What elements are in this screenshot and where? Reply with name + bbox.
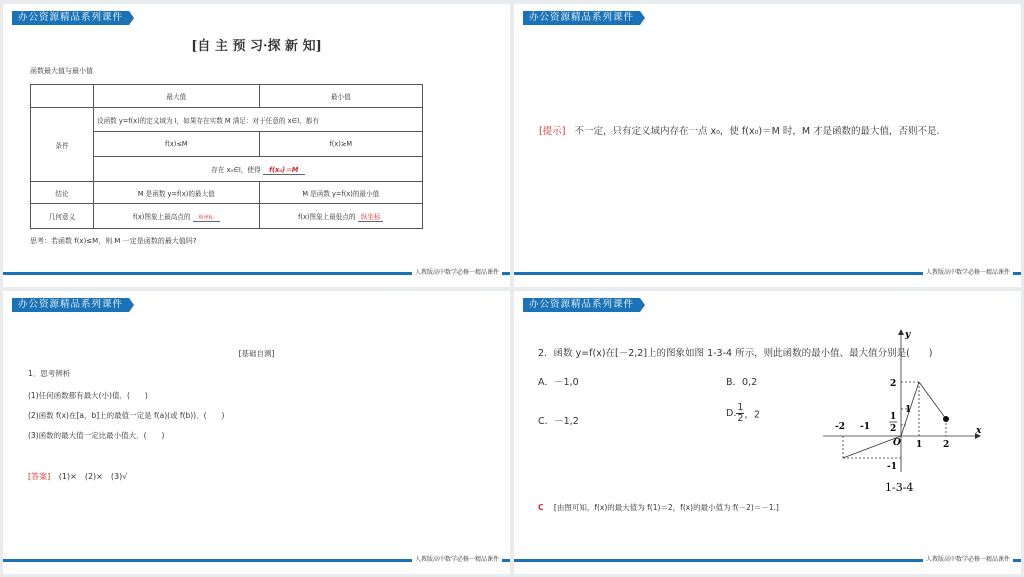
question-title: 1．思考辨析 [28,369,71,378]
exist-prefix: 存在 x₀∈I，使得 [211,165,261,174]
max-min-table [30,84,423,229]
question-2: 2．函数 y=f(x)在[－2,2]上的图象如图 1-3-4 所示，则此函数的最小值、最大值分别是( ) [538,348,933,359]
answer-text: (1)× (2)× (3)√ [58,472,128,481]
hint-label: [提示] [539,126,566,137]
geom-max [94,204,260,229]
solution-line [538,502,779,513]
geom-min-prefix: f(x)图象上最低点的 [298,213,356,221]
tick-x-neg2: -2 [835,422,845,432]
option-d[interactable] [726,403,760,424]
tick-y-1: 1 [905,405,912,415]
graph-segment-3 [919,382,946,419]
option-d-numerator: 1 [737,402,744,413]
item-1: (1)任何函数都有最大(小)值．( ) [28,391,148,400]
footer-label: 人教版高中数学必修一精品课件 [923,267,1013,276]
condition-exist [94,157,423,182]
slide1-title: [自 主 预 习·探 新 知] [191,39,322,54]
conclusion-min: M 是函数 y=f(x)的最小值 [259,182,422,204]
tick-y-half-den: 2 [890,424,897,434]
slide-2[interactable] [514,4,1021,287]
tick-y-2: 2 [890,379,897,389]
header-badge: 办公资源精品系列课件 [523,11,640,25]
footer-label: 人教版高中数学必修一精品课件 [412,267,502,276]
option-d-denominator: 2 [737,412,744,424]
footer-label: 人教版高中数学必修一精品课件 [412,554,502,563]
slide1-subtitle: 函数最大值与最小值 [30,67,93,75]
item-2: (2)函数 f(x)在[a，b]上的最值一定是 f(a)(或 f(b))．( ) [28,411,225,420]
think-question: 思考：若函数 f(x)≤M，则 M 一定是函数的最大值吗? [30,237,197,245]
y-axis-arrow [898,329,904,335]
y-axis-label: y [905,330,911,340]
item-3: (3)函数的最大值一定比最小值大．( ) [28,431,165,440]
section-title: [基础自测] [238,349,275,358]
option-d-prefix: D. [726,407,737,419]
hint-paragraph [539,123,940,137]
option-d-suffix: ，2 [744,409,760,421]
endpoint-dot [943,416,949,422]
conclusion-max: M 是函数 y=f(x)的最大值 [94,182,260,204]
condition-max: f(x)≤M [94,132,260,157]
col-max-header: 最大值 [94,85,260,108]
answer-label: [答案] [28,472,51,481]
tick-x-neg1: -1 [860,422,870,432]
function-graph [819,329,999,494]
option-b[interactable]: B．0,2 [726,377,758,388]
header-badge: 办公资源精品系列课件 [12,11,129,25]
option-a[interactable]: A．－1,0 [538,377,579,388]
slide-3[interactable] [3,291,510,574]
table-corner [31,85,94,108]
condition-min: f(x)≥M [259,132,422,157]
row-geom-label: 几何意义 [31,204,94,229]
graph-caption: 1-3-4 [885,481,914,494]
solution-text: [由图可知，f(x)的最大值为 f(1)＝2，f(x)的最小值为 f(－2)＝－1.] [553,503,779,512]
tick-x-2: 2 [943,440,950,450]
tick-x-1: 1 [916,440,923,450]
slide-4[interactable] [514,291,1021,574]
col-min-header: 最小值 [259,85,422,108]
geom-max-answer: 纵坐标 [193,215,220,222]
header-badge: 办公资源精品系列课件 [12,298,129,312]
footer-label: 人教版高中数学必修一精品课件 [923,554,1013,563]
geom-min-answer: 纵坐标 [358,213,384,222]
answer-line [28,471,127,482]
tick-y-neg1: -1 [887,462,897,472]
tick-y-half-num: 1 [890,412,897,422]
exist-answer: f(x₀)＝M [263,164,305,175]
origin-label: O [893,438,901,448]
x-axis-label: x [976,426,982,436]
geom-min [259,204,422,229]
slide-1[interactable] [3,4,510,287]
row-condition-label: 条件 [31,108,94,182]
header-badge: 办公资源精品系列课件 [523,298,640,312]
solution-letter: C [538,503,544,512]
option-c[interactable]: C．－1,2 [538,416,579,427]
row-conclusion-label: 结论 [31,182,94,204]
hint-text: 不一定，只有定义域内存在一点 x₀，使 f(x₀)＝M 时，M 才是函数的最大值，否则不是. [574,126,940,137]
condition-definition: 设函数 y=f(x)的定义域为 I，如果存在实数 M 满足：对于任意的 x∈I，都有 [94,108,423,132]
geom-max-prefix: f(x)图象上最高点的 [132,213,191,221]
